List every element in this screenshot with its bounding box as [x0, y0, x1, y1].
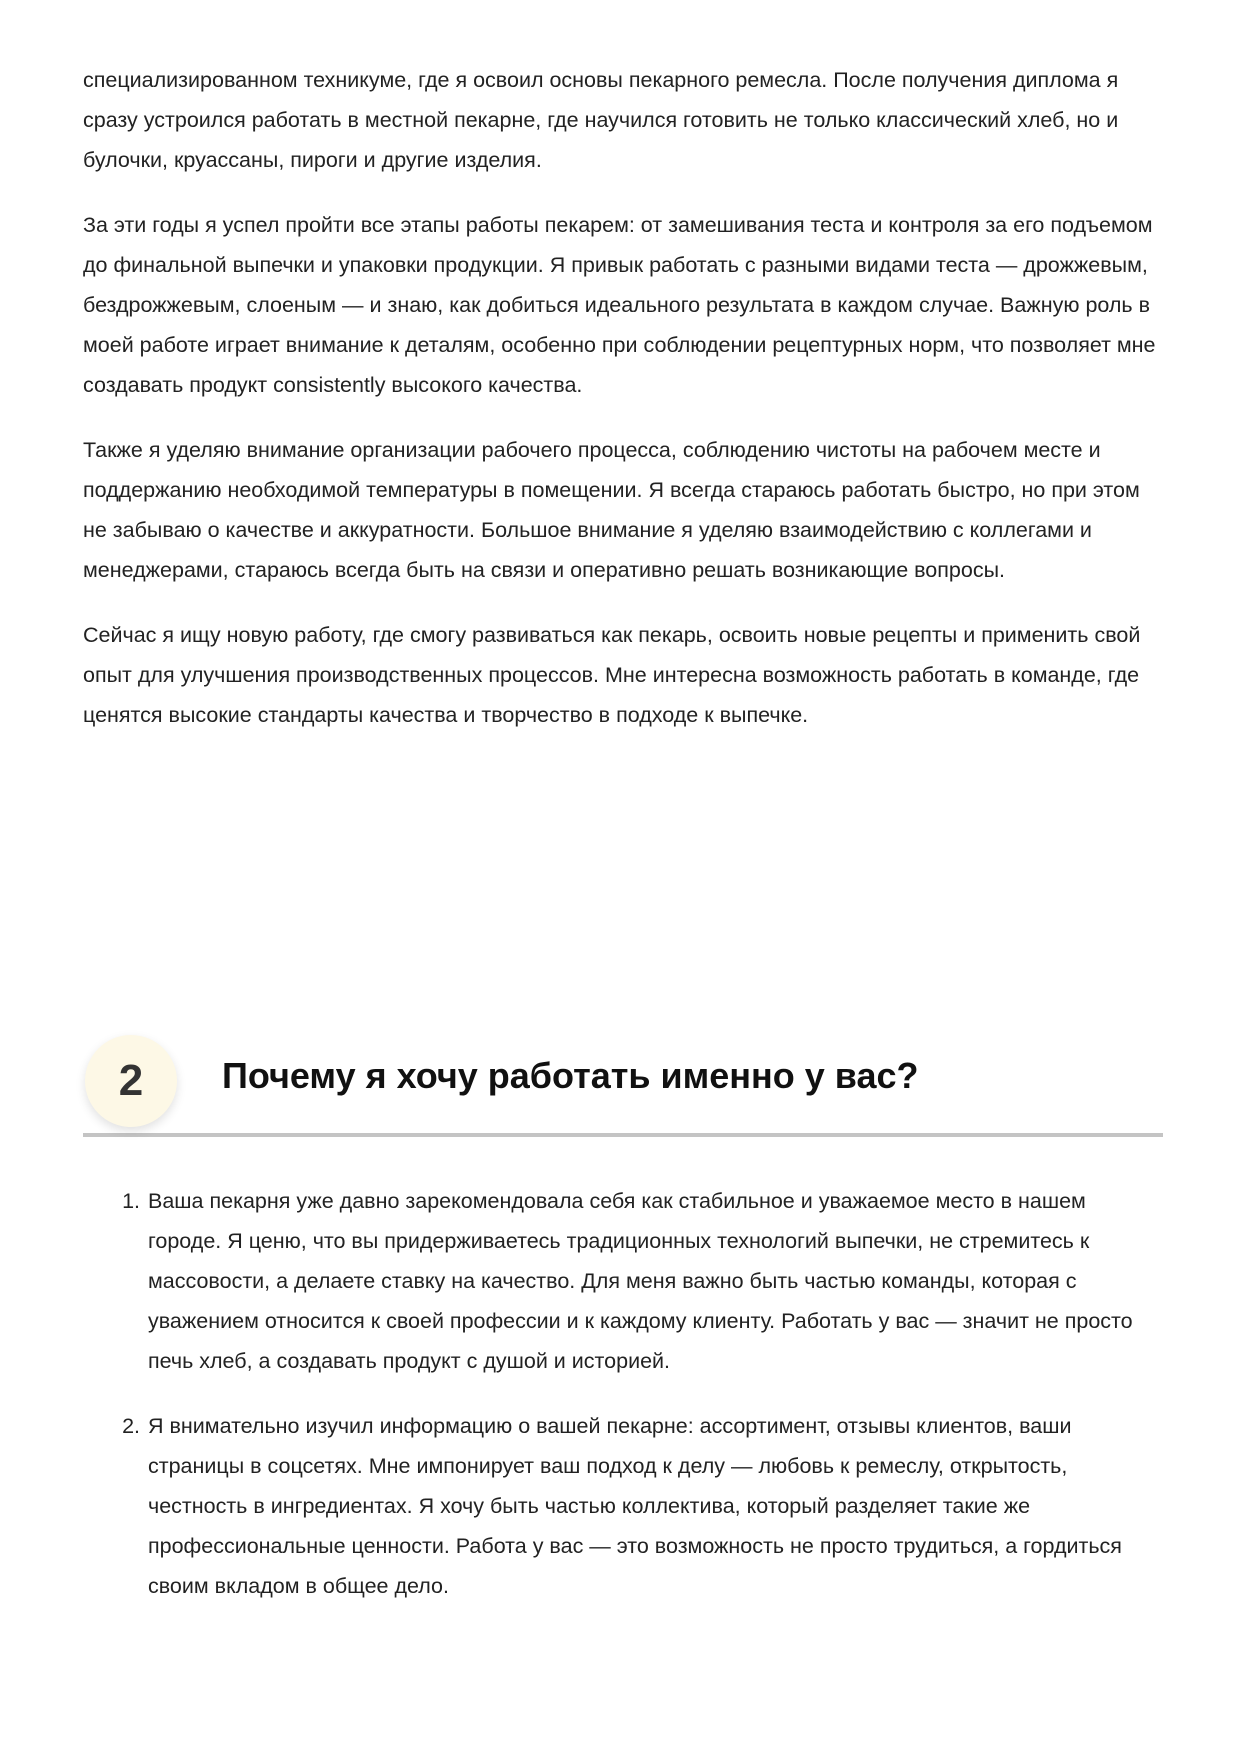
section-number-badge: 2 — [85, 1035, 177, 1127]
section-header — [83, 1035, 1163, 1137]
list-item: 2. Я внимательно изучил информацию о вашей пекарне: ассортимент, отзывы клиентов, ваши страницы в соцсетях. Мне импонирует ваш подход к делу — любовь к ремеслу, открытость, честность в ингредиентах. Я хочу быть частью коллектива, который разделяет такие же профессиональные ценности. Работа у вас — это возможность не просто трудиться, а гордиться своим вкладом в общее дело. — [146, 1406, 1163, 1606]
letter-body — [83, 60, 1163, 760]
paragraph: Также я уделяю внимание организации рабочего процесса, соблюдению чистоты на рабочем месте и поддержанию необходимой температуры в помещении. Я всегда стараюсь работать быстро, но при этом не забываю о качестве и аккуратности. Большое внимание я уделяю взаимодействию с коллегами и менеджерами, стараюсь всегда быть на связи и оперативно решать возникающие вопросы. — [83, 438, 1140, 582]
reasons-list — [83, 1181, 1163, 1606]
section-title: Почему я хочу работать именно у вас? — [222, 1055, 919, 1096]
paragraph: специализированном техникуме, где я освоил основы пекарного ремесла. После получения диплома я сразу устроился работать в местной пекарне, где научился готовить не только классический хлеб, но и булочки, круассаны, пироги и другие изделия. — [83, 68, 1119, 172]
paragraph: Сейчас я ищу новую работу, где смогу развиваться как пекарь, освоить новые рецепты и применить свой опыт для улучшения производственных процессов. Мне интересна возможность работать в команде, где ценятся высокие стандарты качества и творчество в подходе к выпечке. — [83, 623, 1141, 727]
section-why-you — [83, 1035, 1163, 1631]
paragraph: За эти годы я успел пройти все этапы работы пекарем: от замешивания теста и контроля за его подъемом до финальной выпечки и упаковки продукции. Я привык работать с разными видами теста — дрожжевым, бездрожжевым, слоеным — и знаю, как добиться идеального результата в каждом случае. Важную роль в моей работе играет внимание к деталям, особенно при соблюдении рецептурных норм, что позволяет мне создавать продукт consistently высокого качества. — [83, 213, 1156, 397]
list-item: 1. Ваша пекарня уже давно зарекомендовала себя как стабильное и уважаемое место в нашем городе. Я ценю, что вы придерживаетесь традиционных технологий выпечки, не стремитесь к массовости, а делаете ставку на качество. Для меня важно быть частью команды, которая с уважением относится к своей профессии и к каждому клиенту. Работать у вас — значит не просто печь хлеб, а создавать продукт с душой и историей. — [146, 1181, 1163, 1381]
